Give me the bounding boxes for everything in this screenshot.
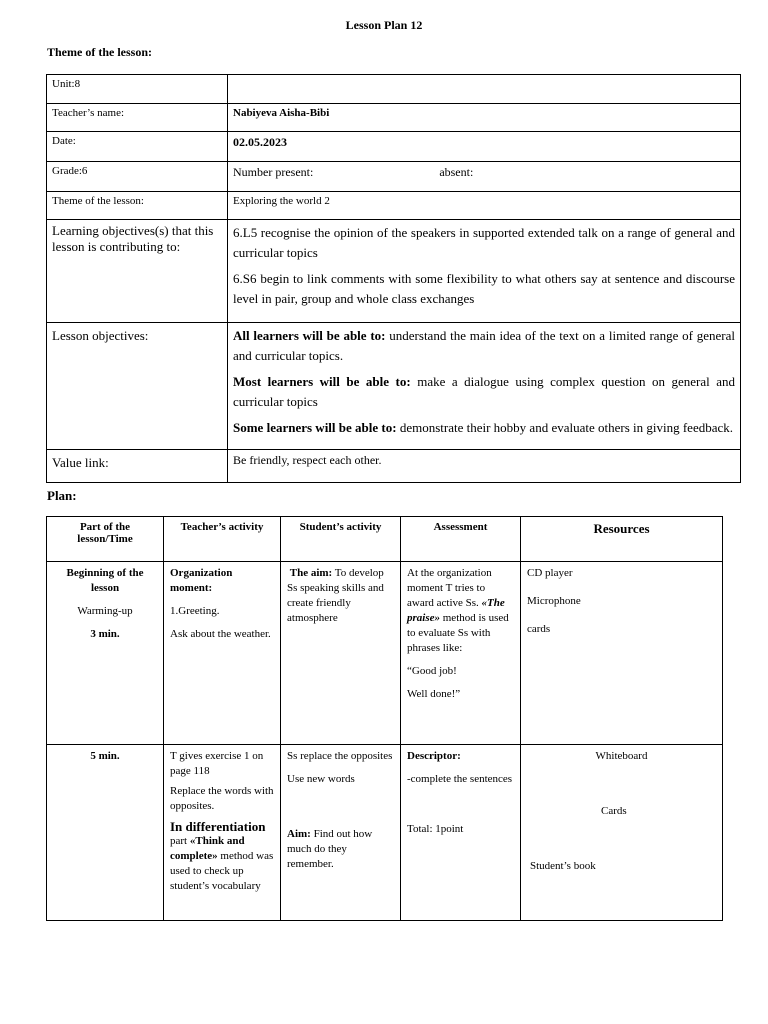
row1-resources [521, 562, 723, 745]
teacher-value: Nabiyeva Aisha-Bibi [228, 104, 741, 132]
unit-value [228, 75, 741, 104]
plan-table [46, 516, 723, 921]
date-value: 02.05.2023 [228, 132, 741, 162]
theme-heading: Theme of the lesson: [47, 45, 152, 59]
objective-some-bold: Some learners will be able to: [233, 420, 397, 435]
plan-heading: Plan: [47, 488, 77, 503]
header-teacher-activity: Teacher’s activity [164, 517, 281, 562]
theme-label: Theme of the lesson: [47, 192, 228, 220]
row2-assess-1: -complete the sentences [407, 773, 513, 785]
row2-part-time: 5 min. [90, 750, 120, 762]
objective-all-bold: All learners will be able to: [233, 328, 386, 343]
lesson-info-table [46, 74, 741, 483]
row1-part-title: Beginning of the lesson [66, 567, 144, 594]
value-link-text: Be friendly, respect each other. [228, 450, 741, 483]
header-assessment: Assessment [401, 517, 521, 562]
objective-some [233, 418, 735, 438]
row2-teacher-method [170, 834, 274, 894]
row1-part-sub: Warming-up [77, 605, 133, 617]
header-student-activity: Student’s activity [281, 517, 401, 562]
row1-part [47, 562, 164, 745]
header-resources: Resources [521, 517, 723, 562]
row2-teacher-method-bold: «Think and complete» [170, 835, 245, 862]
row2-resources [521, 745, 723, 921]
number-present-label: Number present: [233, 165, 314, 179]
row1-assessment [401, 562, 521, 745]
objective-all [233, 326, 735, 366]
learning-objective-2: 6.S6 begin to link comments with some flexibility to what others say at sentence and discourse level in pair, group and whole class exchanges [233, 271, 735, 306]
row2-teacher [164, 745, 281, 921]
objective-most [233, 372, 735, 412]
row2-teacher-method-text: method was used to check up student’s vocabulary [170, 850, 274, 892]
row2-student-1: Ss replace the opposites [287, 750, 393, 762]
learning-objectives-cell [228, 220, 741, 323]
row2-student-aim-text: Find out how much do they remember. [287, 828, 373, 870]
lesson-objectives-cell [228, 323, 741, 450]
objective-some-text: demonstrate their hobby and evaluate others in giving feedback. [396, 420, 734, 435]
row1-teacher-2: Ask about the weather. [170, 628, 271, 640]
teacher-label: Teacher’s name: [47, 104, 228, 132]
date-label: Date: [47, 132, 228, 162]
row1-res-2: Microphone [527, 595, 581, 607]
absent-label: absent: [439, 165, 474, 179]
row2-assess-2: Total: 1point [407, 823, 464, 835]
row2-teacher-2: Replace the words with opposites. [170, 785, 274, 812]
row1-teacher-bold: Organization moment: [170, 567, 233, 594]
row1-res-1: CD player [527, 567, 573, 579]
row2-assess-bold: Descriptor: [407, 750, 461, 762]
lesson-objectives-label: Lesson objectives: [47, 323, 228, 450]
row2-student [281, 745, 401, 921]
page-title: Lesson Plan 12 [345, 18, 423, 32]
row1-student-bold: The aim: [289, 567, 333, 579]
objective-all-text: understand the main idea of the text on a limited range of general and curricular topics. [233, 328, 735, 363]
row1-assess-4: Well done!” [407, 688, 461, 700]
unit-label: Unit:8 [47, 75, 228, 104]
row1-teacher-1: 1.Greeting. [170, 605, 220, 617]
row1-assess-3: “Good job! [407, 665, 457, 677]
row1-assess-1 [407, 566, 514, 656]
row2-res-2: Cards [601, 805, 627, 817]
row1-student-text [287, 566, 394, 626]
learning-objective-1: 6.L5 recognise the opinion of the speakers in supported extended talk on a range of general and curricular topics [233, 225, 735, 260]
row1-part-time: 3 min. [90, 628, 120, 640]
row2-student-aim [287, 827, 394, 872]
header-part-time: Part of the lesson/Time [47, 517, 164, 562]
row2-student-aim-bold: Aim: [287, 828, 311, 840]
row1-res-3: cards [527, 623, 551, 635]
attendance-cell [228, 162, 741, 192]
learning-objectives-label: Learning objectives(s) that this lesson is contributing to: [47, 220, 228, 323]
row2-res-3: Student’s book [530, 860, 596, 872]
row2-student-2: Use new words [287, 773, 355, 785]
value-link-label: Value link: [47, 450, 228, 483]
theme-value: Exploring the world 2 [228, 192, 741, 220]
row2-teacher-diff: In differentiation [170, 819, 266, 834]
objective-most-text: make a dialogue using complex question on general and curricular topics [233, 374, 735, 409]
row2-teacher-1: T gives exercise 1 on page 118 [170, 750, 264, 777]
row2-assessment [401, 745, 521, 921]
row1-assess-1-text: At the organization moment T tries to award active Ss. [407, 567, 492, 609]
row2-teacher-part: part [170, 835, 190, 847]
objective-most-bold: Most learners will be able to: [233, 374, 411, 389]
row1-teacher [164, 562, 281, 745]
grade-label: Grade:6 [47, 162, 228, 192]
row1-assess-2: method is used to evaluate Ss with phrases like: [407, 612, 509, 654]
row2-part [47, 745, 164, 921]
row1-student-rest: To develop Ss speaking skills and create friendly atmosphere [287, 567, 384, 624]
row1-student [281, 562, 401, 745]
row2-res-1: Whiteboard [595, 750, 648, 762]
row1-assess-method: «The praise» [407, 597, 505, 624]
